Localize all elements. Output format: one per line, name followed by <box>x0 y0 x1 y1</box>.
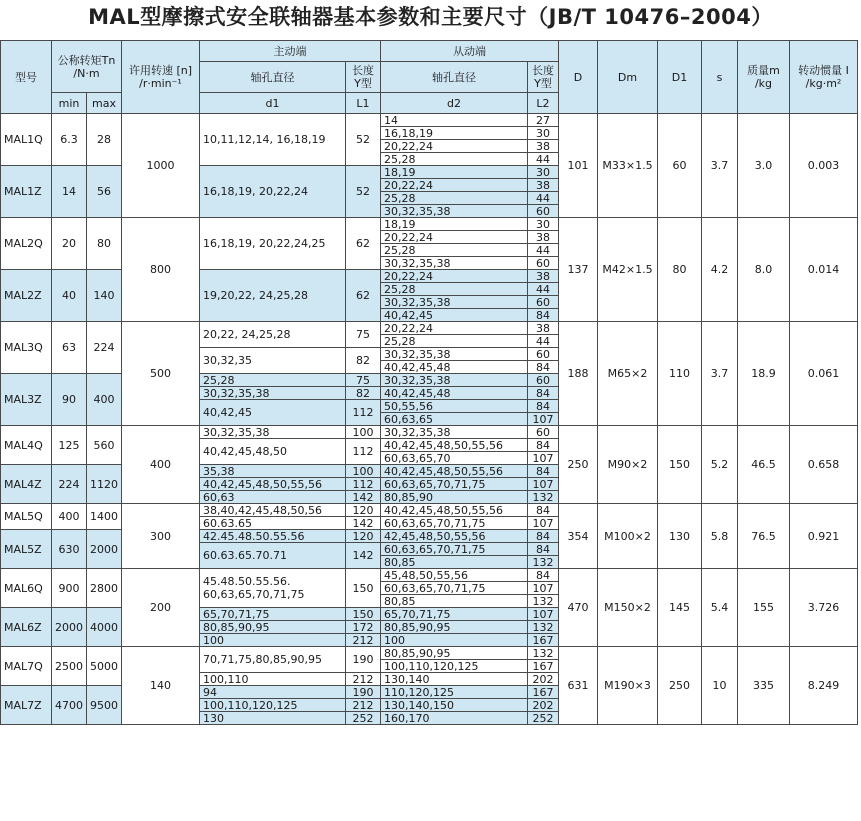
length-L2-cell: 132 <box>528 621 559 634</box>
torque-max-cell: 4000 <box>87 608 122 647</box>
bore-d1-cell: 40,42,45 <box>200 400 346 426</box>
bore-d1-cell: 30,32,35,38 <box>200 426 346 439</box>
bore-d2-cell: 18,19 <box>381 218 528 231</box>
length-L1-cell: 112 <box>346 478 381 491</box>
length-L2-cell: 44 <box>528 335 559 348</box>
inertia-cell: 0.921 <box>790 504 858 569</box>
length-L1-cell: 52 <box>346 114 381 166</box>
bore-d2-cell: 80,85,90 <box>381 491 528 504</box>
bore-d2-cell: 50,55,56 <box>381 400 528 413</box>
bore-d2-cell: 16,18,19 <box>381 127 528 140</box>
length-L2-cell: 44 <box>528 192 559 205</box>
model-cell: MAL4Z <box>1 465 52 504</box>
bore-d1-cell: 38,40,42,45,48,50,56 <box>200 504 346 517</box>
torque-max-cell: 80 <box>87 218 122 270</box>
D-cell: 188 <box>559 322 598 426</box>
length-L2-cell: 27 <box>528 114 559 127</box>
parameter-table <box>0 40 858 725</box>
bore-d2-cell: 65,70,71,75 <box>381 608 528 621</box>
bore-d2-cell: 20,22,24 <box>381 322 528 335</box>
header-max: max <box>87 93 122 114</box>
inertia-cell: 8.249 <box>790 647 858 725</box>
bore-d1-cell: 45.48.50.55.56. 60,63,65,70,71,75 <box>200 569 346 608</box>
bore-d1-cell: 20,22, 24,25,28 <box>200 322 346 348</box>
length-L2-cell: 44 <box>528 153 559 166</box>
table-row <box>1 504 858 517</box>
length-L2-cell: 107 <box>528 413 559 426</box>
length-L2-cell: 38 <box>528 231 559 244</box>
length-L2-cell: 38 <box>528 140 559 153</box>
bore-d2-cell: 25,28 <box>381 192 528 205</box>
length-L2-cell: 84 <box>528 309 559 322</box>
header-D1: D1 <box>658 41 702 114</box>
length-L2-cell: 107 <box>528 608 559 621</box>
length-L2-cell: 167 <box>528 660 559 673</box>
torque-min-cell: 224 <box>52 465 87 504</box>
bore-d2-cell: 18,19 <box>381 166 528 179</box>
mass-cell: 8.0 <box>738 218 790 322</box>
length-L1-cell: 62 <box>346 270 381 322</box>
D1-cell: 250 <box>658 647 702 725</box>
bore-d2-cell: 30,32,35,38 <box>381 348 528 361</box>
bore-d2-cell: 60,63,65 <box>381 413 528 426</box>
length-L2-cell: 132 <box>528 595 559 608</box>
header-speed: 许用转速 [n] /r·min⁻¹ <box>122 41 200 114</box>
bore-d2-cell: 30,32,35,38 <box>381 426 528 439</box>
speed-cell: 500 <box>122 322 200 426</box>
bore-d1-cell: 40,42,45,48,50,55,56 <box>200 478 346 491</box>
bore-d1-cell: 60.63.65 <box>200 517 346 530</box>
length-L2-cell: 84 <box>528 530 559 543</box>
mass-cell: 335 <box>738 647 790 725</box>
table-row <box>1 426 858 439</box>
table-row <box>1 218 858 231</box>
s-cell: 5.8 <box>702 504 738 569</box>
length-L2-cell: 30 <box>528 218 559 231</box>
model-cell: MAL1Z <box>1 166 52 218</box>
torque-min-cell: 630 <box>52 530 87 569</box>
bore-d1-cell: 25,28 <box>200 374 346 387</box>
Dm-cell: M100×2 <box>598 504 658 569</box>
bore-d1-cell: 35,38 <box>200 465 346 478</box>
speed-cell: 140 <box>122 647 200 725</box>
model-cell: MAL1Q <box>1 114 52 166</box>
D1-cell: 110 <box>658 322 702 426</box>
length-L2-cell: 84 <box>528 400 559 413</box>
length-L1-cell: 142 <box>346 543 381 569</box>
table-row <box>1 569 858 582</box>
length-L1-cell: 212 <box>346 699 381 712</box>
header-D: D <box>559 41 598 114</box>
bore-d1-cell: 70,71,75,80,85,90,95 <box>200 647 346 673</box>
length-L2-cell: 132 <box>528 556 559 569</box>
bore-d2-cell: 60,63,65,70,71,75 <box>381 478 528 491</box>
length-L2-cell: 30 <box>528 166 559 179</box>
torque-min-cell: 125 <box>52 426 87 465</box>
length-L2-cell: 84 <box>528 569 559 582</box>
bore-d2-cell: 60,63,65,70 <box>381 452 528 465</box>
bore-d2-cell: 40,42,45,48,50,55,56 <box>381 504 528 517</box>
length-L1-cell: 112 <box>346 400 381 426</box>
bore-d2-cell: 160,170 <box>381 712 528 725</box>
length-L2-cell: 84 <box>528 504 559 517</box>
bore-d2-cell: 25,28 <box>381 244 528 257</box>
torque-max-cell: 224 <box>87 322 122 374</box>
header-driving-end: 主动端 <box>200 41 381 62</box>
bore-d1-cell: 60,63 <box>200 491 346 504</box>
speed-cell: 400 <box>122 426 200 504</box>
length-L1-cell: 252 <box>346 712 381 725</box>
Dm-cell: M90×2 <box>598 426 658 504</box>
mass-cell: 18.9 <box>738 322 790 426</box>
inertia-cell: 3.726 <box>790 569 858 647</box>
mass-cell: 155 <box>738 569 790 647</box>
s-cell: 10 <box>702 647 738 725</box>
bore-d2-cell: 30,32,35,38 <box>381 296 528 309</box>
speed-cell: 1000 <box>122 114 200 218</box>
torque-max-cell: 140 <box>87 270 122 322</box>
bore-d2-cell: 25,28 <box>381 335 528 348</box>
length-L2-cell: 84 <box>528 387 559 400</box>
length-L2-cell: 44 <box>528 244 559 257</box>
header-s: s <box>702 41 738 114</box>
length-L2-cell: 60 <box>528 257 559 270</box>
length-L2-cell: 60 <box>528 348 559 361</box>
header-length-driven: 长度 Y型 <box>528 62 559 93</box>
length-L2-cell: 252 <box>528 712 559 725</box>
table-row <box>1 322 858 335</box>
length-L1-cell: 190 <box>346 686 381 699</box>
bore-d2-cell: 42,45,48,50,55,56 <box>381 530 528 543</box>
header-L1: L1 <box>346 93 381 114</box>
bore-d2-cell: 45,48,50,55,56 <box>381 569 528 582</box>
model-cell: MAL6Q <box>1 569 52 608</box>
length-L2-cell: 84 <box>528 439 559 452</box>
torque-max-cell: 1400 <box>87 504 122 530</box>
torque-min-cell: 14 <box>52 166 87 218</box>
length-L2-cell: 132 <box>528 647 559 660</box>
bore-d2-cell: 60,63,65,70,71,75 <box>381 517 528 530</box>
header-L2: L2 <box>528 93 559 114</box>
bore-d1-cell: 100 <box>200 634 346 647</box>
length-L1-cell: 150 <box>346 569 381 608</box>
length-L1-cell: 75 <box>346 322 381 348</box>
torque-max-cell: 2000 <box>87 530 122 569</box>
length-L2-cell: 167 <box>528 686 559 699</box>
speed-cell: 200 <box>122 569 200 647</box>
torque-max-cell: 56 <box>87 166 122 218</box>
bore-d2-cell: 100 <box>381 634 528 647</box>
bore-d1-cell: 130 <box>200 712 346 725</box>
length-L1-cell: 142 <box>346 517 381 530</box>
torque-min-cell: 6.3 <box>52 114 87 166</box>
bore-d2-cell: 130,140 <box>381 673 528 686</box>
bore-d2-cell: 110,120,125 <box>381 686 528 699</box>
bore-d2-cell: 60,63,65,70,71,75 <box>381 582 528 595</box>
D1-cell: 130 <box>658 504 702 569</box>
length-L1-cell: 100 <box>346 465 381 478</box>
length-L2-cell: 38 <box>528 270 559 283</box>
length-L2-cell: 60 <box>528 426 559 439</box>
bore-d2-cell: 60,63,65,70,71,75 <box>381 543 528 556</box>
Dm-cell: M33×1.5 <box>598 114 658 218</box>
length-L2-cell: 202 <box>528 673 559 686</box>
header-bore-driven: 轴孔直径 <box>381 62 528 93</box>
length-L1-cell: 75 <box>346 374 381 387</box>
model-cell: MAL5Z <box>1 530 52 569</box>
length-L2-cell: 38 <box>528 179 559 192</box>
header-mass: 质量m /kg <box>738 41 790 114</box>
length-L2-cell: 30 <box>528 127 559 140</box>
bore-d1-cell: 10,11,12,14, 16,18,19 <box>200 114 346 166</box>
bore-d1-cell: 16,18,19, 20,22,24 <box>200 166 346 218</box>
length-L1-cell: 212 <box>346 673 381 686</box>
bore-d2-cell: 20,22,24 <box>381 270 528 283</box>
torque-min-cell: 63 <box>52 322 87 374</box>
bore-d2-cell: 30,32,35,38 <box>381 374 528 387</box>
torque-min-cell: 90 <box>52 374 87 426</box>
length-L1-cell: 112 <box>346 439 381 465</box>
length-L2-cell: 107 <box>528 478 559 491</box>
bore-d1-cell: 40,42,45,48,50 <box>200 439 346 465</box>
s-cell: 4.2 <box>702 218 738 322</box>
length-L2-cell: 202 <box>528 699 559 712</box>
torque-min-cell: 40 <box>52 270 87 322</box>
inertia-cell: 0.061 <box>790 322 858 426</box>
bore-d2-cell: 14 <box>381 114 528 127</box>
bore-d2-cell: 80,85 <box>381 595 528 608</box>
bore-d1-cell: 30,32,35,38 <box>200 387 346 400</box>
D1-cell: 60 <box>658 114 702 218</box>
bore-d1-cell: 80,85,90,95 <box>200 621 346 634</box>
bore-d2-cell: 100,110,120,125 <box>381 660 528 673</box>
length-L1-cell: 82 <box>346 348 381 374</box>
D-cell: 250 <box>559 426 598 504</box>
length-L2-cell: 107 <box>528 452 559 465</box>
length-L2-cell: 84 <box>528 543 559 556</box>
length-L1-cell: 142 <box>346 491 381 504</box>
model-cell: MAL3Z <box>1 374 52 426</box>
table-title: MAL型摩擦式安全联轴器基本参数和主要尺寸（JB/T 10476–2004） <box>88 5 773 29</box>
D-cell: 470 <box>559 569 598 647</box>
bore-d1-cell: 60.63.65.70.71 <box>200 543 346 569</box>
bore-d1-cell: 65,70,71,75 <box>200 608 346 621</box>
mass-cell: 76.5 <box>738 504 790 569</box>
length-L2-cell: 167 <box>528 634 559 647</box>
D1-cell: 150 <box>658 426 702 504</box>
bore-d1-cell: 100,110 <box>200 673 346 686</box>
D1-cell: 145 <box>658 569 702 647</box>
Dm-cell: M42×1.5 <box>598 218 658 322</box>
D1-cell: 80 <box>658 218 702 322</box>
length-L1-cell: 82 <box>346 387 381 400</box>
bore-d1-cell: 100,110,120,125 <box>200 699 346 712</box>
s-cell: 5.2 <box>702 426 738 504</box>
torque-min-cell: 900 <box>52 569 87 608</box>
length-L1-cell: 150 <box>346 608 381 621</box>
D-cell: 354 <box>559 504 598 569</box>
bore-d2-cell: 20,22,24 <box>381 231 528 244</box>
model-cell: MAL7Z <box>1 686 52 725</box>
s-cell: 5.4 <box>702 569 738 647</box>
Dm-cell: M150×2 <box>598 569 658 647</box>
length-L1-cell: 190 <box>346 647 381 673</box>
header-length-driving: 长度 Y型 <box>346 62 381 93</box>
bore-d2-cell: 80,85,90,95 <box>381 621 528 634</box>
length-L2-cell: 84 <box>528 361 559 374</box>
bore-d2-cell: 40,42,45,48 <box>381 361 528 374</box>
table-row <box>1 114 858 127</box>
bore-d2-cell: 30,32,35,38 <box>381 257 528 270</box>
Dm-cell: M65×2 <box>598 322 658 426</box>
header-d1: d1 <box>200 93 346 114</box>
torque-max-cell: 28 <box>87 114 122 166</box>
speed-cell: 800 <box>122 218 200 322</box>
length-L2-cell: 84 <box>528 465 559 478</box>
header-torque: 公称转矩Tn /N·m <box>52 41 122 93</box>
torque-min-cell: 2000 <box>52 608 87 647</box>
length-L2-cell: 44 <box>528 283 559 296</box>
header-inertia: 转动惯量 I /kg·m² <box>790 41 858 114</box>
bore-d2-cell: 25,28 <box>381 283 528 296</box>
length-L1-cell: 62 <box>346 218 381 270</box>
bore-d2-cell: 20,22,24 <box>381 179 528 192</box>
length-L2-cell: 60 <box>528 374 559 387</box>
length-L1-cell: 172 <box>346 621 381 634</box>
length-L1-cell: 120 <box>346 530 381 543</box>
torque-max-cell: 9500 <box>87 686 122 725</box>
inertia-cell: 0.014 <box>790 218 858 322</box>
bore-d2-cell: 25,28 <box>381 153 528 166</box>
bore-d1-cell: 19,20,22, 24,25,28 <box>200 270 346 322</box>
torque-min-cell: 2500 <box>52 647 87 686</box>
header-d2: d2 <box>381 93 528 114</box>
bore-d2-cell: 130,140,150 <box>381 699 528 712</box>
torque-max-cell: 2800 <box>87 569 122 608</box>
D-cell: 101 <box>559 114 598 218</box>
inertia-cell: 0.003 <box>790 114 858 218</box>
inertia-cell: 0.658 <box>790 426 858 504</box>
bore-d2-cell: 20,22,24 <box>381 140 528 153</box>
mass-cell: 3.0 <box>738 114 790 218</box>
bore-d1-cell: 42.45.48.50.55.56 <box>200 530 346 543</box>
model-cell: MAL6Z <box>1 608 52 647</box>
s-cell: 3.7 <box>702 114 738 218</box>
header-Dm: Dm <box>598 41 658 114</box>
torque-min-cell: 4700 <box>52 686 87 725</box>
D-cell: 631 <box>559 647 598 725</box>
speed-cell: 300 <box>122 504 200 569</box>
header-min: min <box>52 93 87 114</box>
bore-d2-cell: 80,85 <box>381 556 528 569</box>
table-row <box>1 647 858 660</box>
torque-max-cell: 5000 <box>87 647 122 686</box>
torque-min-cell: 400 <box>52 504 87 530</box>
length-L1-cell: 120 <box>346 504 381 517</box>
torque-min-cell: 20 <box>52 218 87 270</box>
length-L2-cell: 38 <box>528 322 559 335</box>
length-L2-cell: 107 <box>528 517 559 530</box>
bore-d2-cell: 80,85,90,95 <box>381 647 528 660</box>
torque-max-cell: 560 <box>87 426 122 465</box>
bore-d2-cell: 40,42,45,48 <box>381 387 528 400</box>
torque-max-cell: 1120 <box>87 465 122 504</box>
bore-d2-cell: 40,42,45,48,50,55,56 <box>381 439 528 452</box>
length-L2-cell: 132 <box>528 491 559 504</box>
bore-d1-cell: 30,32,35 <box>200 348 346 374</box>
length-L2-cell: 60 <box>528 296 559 309</box>
mass-cell: 46.5 <box>738 426 790 504</box>
D-cell: 137 <box>559 218 598 322</box>
model-cell: MAL7Q <box>1 647 52 686</box>
bore-d2-cell: 40,42,45 <box>381 309 528 322</box>
header-driven-end: 从动端 <box>381 41 559 62</box>
torque-max-cell: 400 <box>87 374 122 426</box>
model-cell: MAL4Q <box>1 426 52 465</box>
bore-d2-cell: 30,32,35,38 <box>381 205 528 218</box>
model-cell: MAL5Q <box>1 504 52 530</box>
Dm-cell: M190×3 <box>598 647 658 725</box>
header-bore-driving: 轴孔直径 <box>200 62 346 93</box>
bore-d1-cell: 16,18,19, 20,22,24,25 <box>200 218 346 270</box>
s-cell: 3.7 <box>702 322 738 426</box>
length-L1-cell: 212 <box>346 634 381 647</box>
length-L2-cell: 107 <box>528 582 559 595</box>
length-L1-cell: 52 <box>346 166 381 218</box>
header-model: 型号 <box>1 41 52 114</box>
model-cell: MAL2Z <box>1 270 52 322</box>
bore-d2-cell: 40,42,45,48,50,55,56 <box>381 465 528 478</box>
model-cell: MAL2Q <box>1 218 52 270</box>
bore-d1-cell: 94 <box>200 686 346 699</box>
model-cell: MAL3Q <box>1 322 52 374</box>
length-L1-cell: 100 <box>346 426 381 439</box>
length-L2-cell: 60 <box>528 205 559 218</box>
